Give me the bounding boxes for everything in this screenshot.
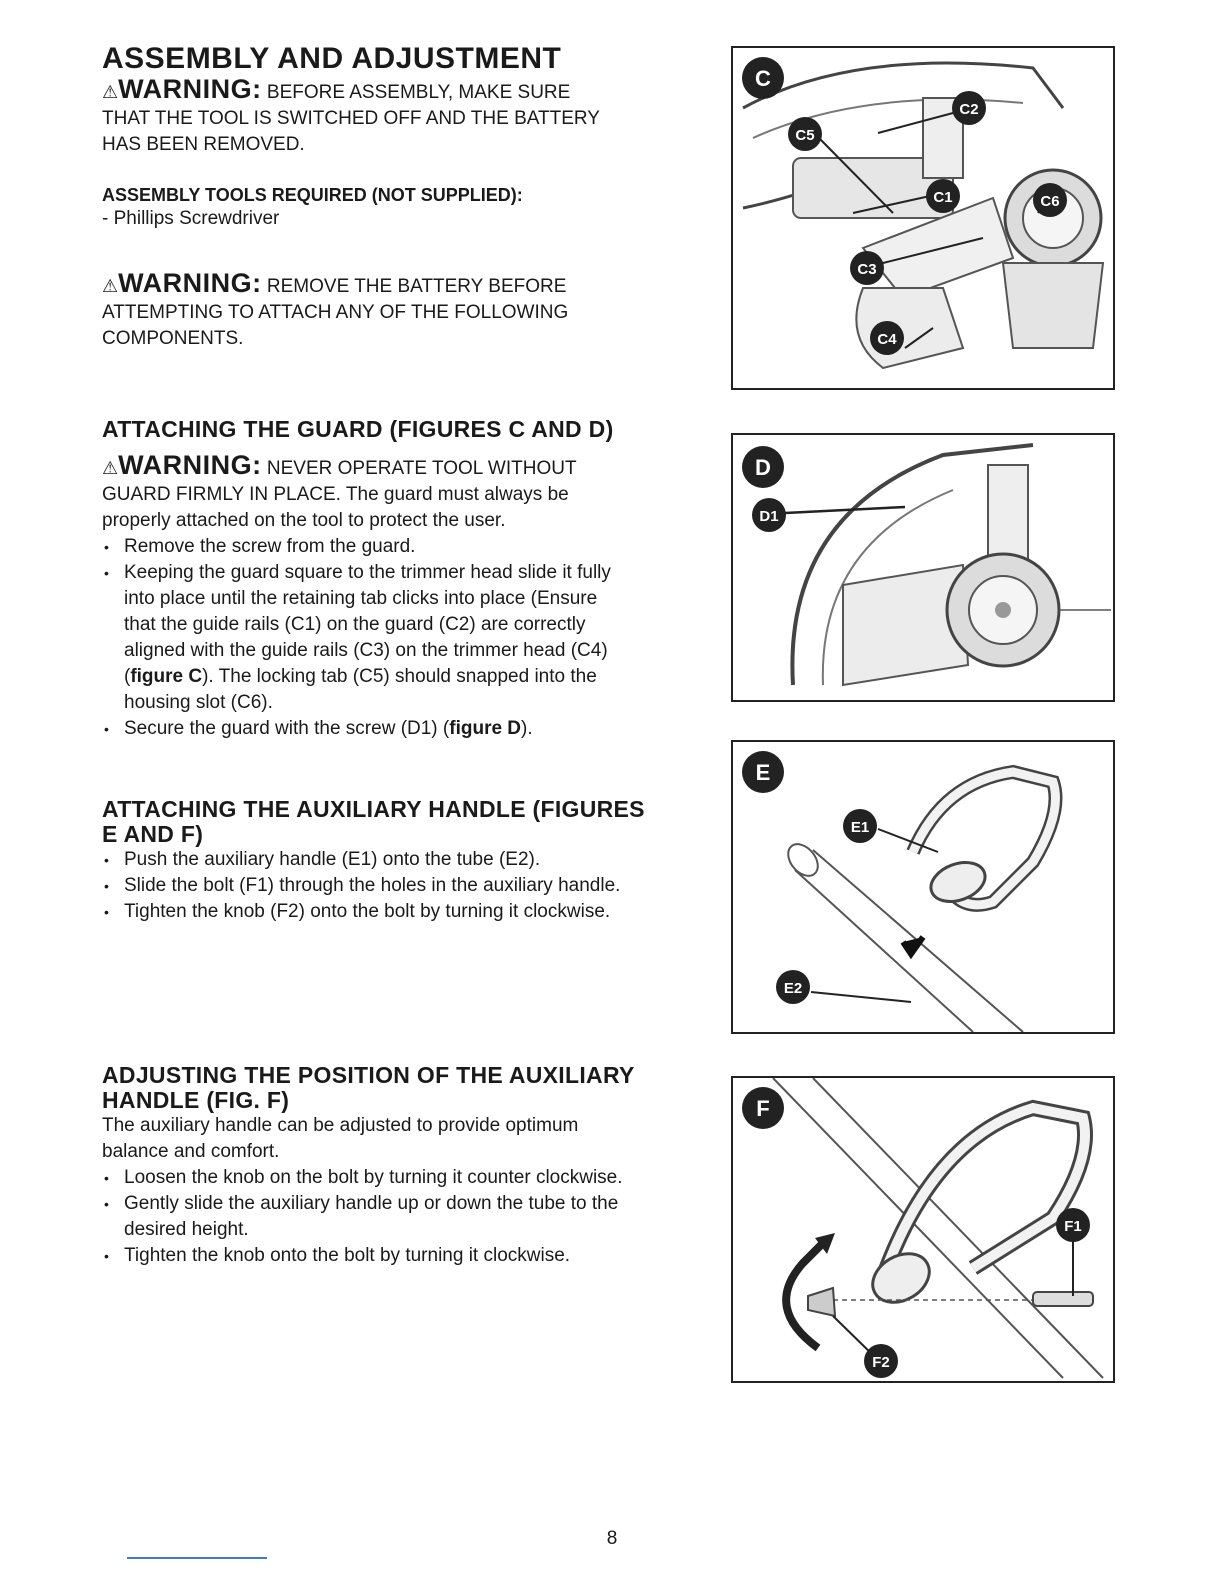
adjust-heading-line-2: HANDLE (FIG. F) [102,1087,290,1113]
callout-e2: E2 [783,980,803,997]
guard-heading: ATTACHING THE GUARD (FIGURES C AND D) [102,416,614,442]
guard-para-line-1: GUARD FIRMLY IN PLACE. The guard must always be [102,484,569,505]
page-title: ASSEMBLY AND ADJUSTMENT [102,42,562,75]
callout-c5: C5 [795,127,815,144]
adjust-bullet-2 [102,1191,722,1243]
bullet-line: into place until the retaining tab clicks into place (Ensure [124,588,598,609]
bullet-line: • Gently slide the auxiliary handle up or down the tube to the [124,1193,619,1214]
bullet-line: • Keeping the guard square to the trimmer head slide it fully [124,562,611,583]
callout-c4: C4 [877,331,897,348]
warning-line-3: HAS BEEN REMOVED. [102,134,305,155]
adjust-para-line-2: balance and comfort. [102,1141,280,1162]
aux-section [102,797,722,925]
adjust-section [102,1063,722,1269]
warning-word: WARNING: [118,268,262,298]
bullet-line: desired height. [124,1219,249,1240]
tools-section [102,184,722,232]
bullet-line: (figure C). The locking tab (C5) should snapped into the [124,666,597,687]
aux-bullet: • Tighten the knob (F2) onto the bolt by turning it clockwise. [102,899,722,925]
figure-f-illustration [733,1078,1113,1381]
warning-line-2: THAT THE TOOL IS SWITCHED OFF AND THE BATTERY [102,108,600,129]
figure-c-illustration [733,48,1113,388]
guard-warning [102,452,722,482]
guard-bullet-1: • Remove the screw from the guard. [102,534,722,560]
warning-text: NEVER OPERATE TOOL WITHOUT [266,458,577,479]
figure-c [731,46,1115,390]
tools-item: - Phillips Screwdriver [102,208,280,229]
aux-heading-line-2: E AND F) [102,821,204,847]
warning-1 [102,76,722,106]
callout-f2: F2 [872,1354,890,1371]
callout-f1: F1 [1064,1218,1082,1235]
warning-text: REMOVE THE BATTERY BEFORE [266,276,567,297]
adjust-heading-line-1: ADJUSTING THE POSITION OF THE AUXILIARY [102,1062,635,1088]
header-section [102,44,722,158]
bullet-line: that the guide rails (C1) on the guard (C2) are correctly [124,614,586,635]
figure-e [731,740,1115,1034]
bullet-line: housing slot (C6). [124,692,273,713]
callout-c3: C3 [857,261,877,278]
warning-triangle-icon: ⚠ [102,276,119,296]
page-number: 8 [606,1528,618,1549]
adjust-bullet-3: • Tighten the knob onto the bolt by turning it clockwise. [102,1243,722,1269]
aux-heading-line-1: ATTACHING THE AUXILIARY HANDLE (FIGURES [102,796,645,822]
figure-ref: figure C [130,666,203,687]
guard-section [102,417,722,742]
figure-d-letter: D [755,455,771,480]
callout-c2: C2 [959,101,979,118]
aux-bullet: • Slide the bolt (F1) through the holes in the auxiliary handle. [102,873,722,899]
figure-e-letter: E [755,760,771,785]
figure-d-illustration [733,435,1113,700]
bullet-text: Secure the guard with the screw (D1) ( [124,718,450,739]
aux-bullet: • Push the auxiliary handle (E1) onto the tube (E2). [102,847,722,873]
callout-d1: D1 [759,508,779,525]
figure-d [731,433,1115,702]
bullet-line: aligned with the guide rails (C3) on the trimmer head (C4) [124,640,608,661]
callout-c6: C6 [1040,193,1060,210]
figure-f [731,1076,1115,1383]
guard-para-line-2: properly attached on the tool to protect the user. [102,510,506,531]
callout-e1: E1 [850,819,870,836]
warning-text: BEFORE ASSEMBLY, MAKE SURE [266,82,571,103]
tools-heading: ASSEMBLY TOOLS REQUIRED (NOT SUPPLIED): [102,185,523,205]
bullet-text: ). The locking tab (C5) should snapped into the [202,666,597,687]
warning-2-line-3: COMPONENTS. [102,328,244,349]
adjust-para-line-1: The auxiliary handle can be adjusted to provide optimum [102,1115,579,1136]
figure-f-letter: F [756,1096,770,1121]
warning-word: WARNING: [118,450,262,480]
footer-rule [127,1557,267,1559]
callout-c1: C1 [933,189,953,206]
guard-bullet-3 [102,716,722,742]
warning-triangle-icon: ⚠ [102,458,119,478]
guard-bullet-2 [102,560,722,716]
warning-2-section [102,270,722,352]
warning-triangle-icon: ⚠ [102,82,119,102]
figure-c-letter: C [755,66,771,91]
figure-e-illustration [733,742,1113,1032]
bullet-text: ). [521,718,533,739]
figure-ref: figure D [449,718,522,739]
warning-2-line-2: ATTEMPTING TO ATTACH ANY OF THE FOLLOWING [102,302,569,323]
warning-word: WARNING: [118,74,262,104]
adjust-bullet-1: • Loosen the knob on the bolt by turning it counter clockwise. [102,1165,722,1191]
warning-2 [102,270,722,300]
